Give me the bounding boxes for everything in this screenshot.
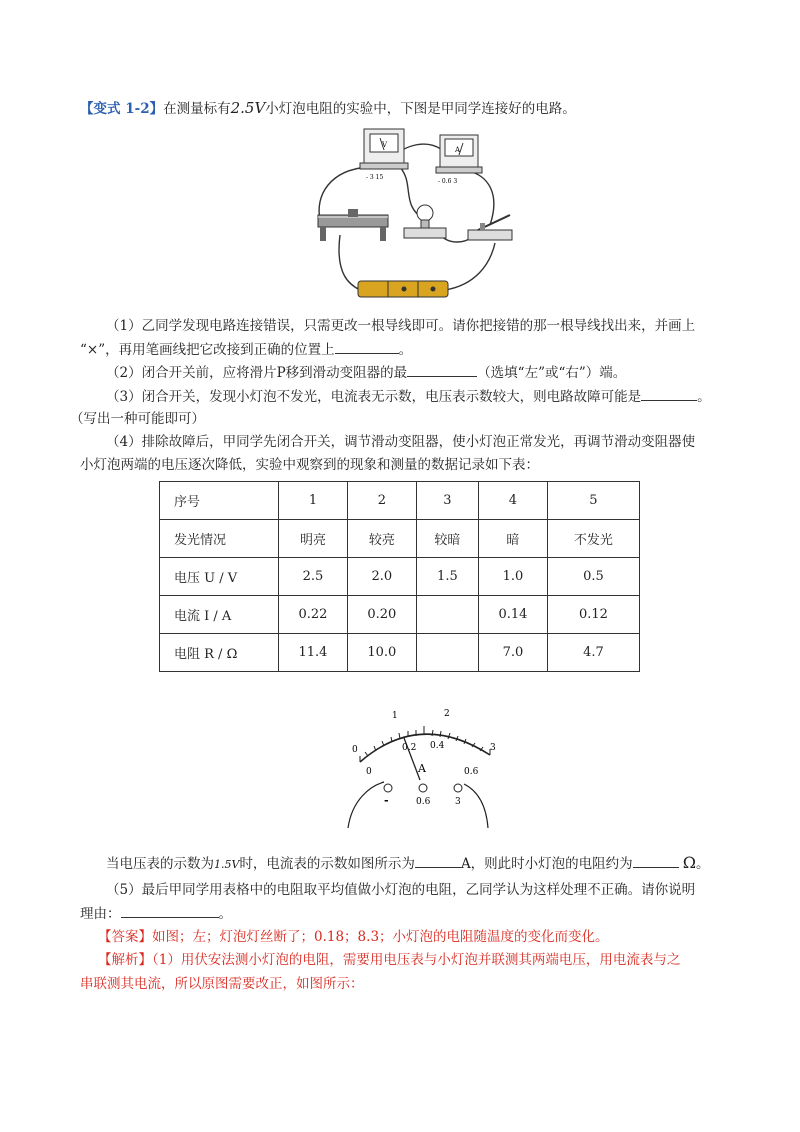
q1-line2 bbox=[0, 339, 800, 360]
outer-scale-1: 1 bbox=[392, 711, 398, 721]
table-cell: 较亮 bbox=[347, 520, 416, 558]
q2-text-b: （选填“左”或“右”）端。 bbox=[477, 365, 627, 381]
q5-blank[interactable] bbox=[121, 903, 219, 918]
q4-line2: 小灯泡两端的电压逐次降低，实验中观察到的现象和测量的数据记录如下表： bbox=[80, 457, 539, 473]
table-cell: 电流 I / A bbox=[160, 596, 279, 634]
q2-text-a: （2）闭合开关前，应将滑片P移到滑动变阻器的最 bbox=[106, 365, 408, 381]
q5-text: 理由： bbox=[80, 906, 121, 922]
voltmeter-letter: V bbox=[382, 141, 388, 149]
voltmeter bbox=[360, 129, 408, 181]
table-cell: 0.14 bbox=[478, 596, 547, 634]
ammeter-letter: A bbox=[455, 146, 461, 154]
table-cell: 序号 bbox=[160, 482, 279, 520]
heading-text-before: 在测量标有 bbox=[163, 101, 231, 117]
data-table bbox=[159, 481, 640, 672]
q2-blank[interactable] bbox=[407, 362, 477, 377]
terminal-0.6: 0.6 bbox=[416, 797, 431, 807]
q1-line1: （1）乙同学发现电路连接错误，只需更改一根导线即可。请你把接错的那一根导线找出来，并画上 bbox=[106, 318, 696, 334]
ohm-symbol: Ω bbox=[682, 853, 696, 872]
table-cell bbox=[416, 596, 478, 634]
table-row bbox=[160, 558, 640, 596]
table-cell: 1.5 bbox=[416, 558, 478, 596]
answer-tag: 【答案】 bbox=[98, 929, 152, 945]
table-cell: 不发光 bbox=[547, 520, 639, 558]
switch bbox=[468, 215, 512, 240]
table-cell: 发光情况 bbox=[160, 520, 279, 558]
lamp bbox=[404, 205, 446, 238]
table-cell: 电阻 R / Ω bbox=[160, 634, 279, 672]
analysis-line1 bbox=[0, 950, 800, 970]
table-cell: 2.0 bbox=[347, 558, 416, 596]
table-cell: 1.0 bbox=[478, 558, 547, 596]
voltmeter-terminals: - 3 15 bbox=[366, 174, 384, 181]
q2-line bbox=[0, 362, 800, 383]
q5-line2 bbox=[0, 903, 800, 924]
table-cell: 0.22 bbox=[279, 596, 348, 634]
ammeter bbox=[436, 135, 482, 185]
table-row bbox=[160, 482, 640, 520]
inner-scale-0.4: 0.4 bbox=[430, 741, 445, 751]
reading-text-c: A，则此时小灯泡的电阻约为 bbox=[460, 856, 633, 872]
rheostat bbox=[318, 209, 388, 241]
heading-line bbox=[0, 98, 800, 119]
heading-text-after: 小灯泡电阻的实验中，下图是甲同学连接好的电路。 bbox=[265, 101, 576, 117]
heading-tag: 【变式 1-2】 bbox=[80, 101, 164, 117]
inner-scale-0.6: 0.6 bbox=[464, 767, 479, 777]
table-cell: 10.0 bbox=[347, 634, 416, 672]
table-cell: 较暗 bbox=[416, 520, 478, 558]
rating-value: 2.5V bbox=[230, 99, 266, 117]
answer-text: 如图；左；灯泡灯丝断了；0.18；8.3；小灯泡的电阻随温度的变化而变化。 bbox=[152, 929, 609, 945]
table-cell: 0.20 bbox=[347, 596, 416, 634]
ammeter-terminals: - 0.6 3 bbox=[438, 178, 458, 185]
table-row bbox=[160, 634, 640, 672]
reading-current-blank[interactable] bbox=[415, 853, 461, 868]
table-cell: 4 bbox=[478, 482, 547, 520]
ammeter-dial bbox=[330, 700, 510, 835]
table-cell: 3 bbox=[416, 482, 478, 520]
table-cell: 5 bbox=[547, 482, 639, 520]
outer-scale-2: 2 bbox=[444, 709, 450, 719]
table-cell: 1 bbox=[279, 482, 348, 520]
meter-unit: A bbox=[418, 762, 426, 775]
inner-scale-0: 0 bbox=[366, 767, 372, 777]
q3-line1 bbox=[0, 386, 800, 407]
q4-line1: （4）排除故障后，甲同学先闭合开关，调节滑动变阻器，使小灯泡正常发光，再调节滑动变阻器使 bbox=[106, 434, 696, 450]
q3-line2: （写出一种可能即可） bbox=[70, 411, 205, 427]
answer-line bbox=[0, 927, 800, 947]
reading-text-b: 时，电流表的示数如图所示为 bbox=[239, 856, 415, 872]
table-cell: 7.0 bbox=[478, 634, 547, 672]
reading-text-a: 当电压表的示数为 bbox=[106, 856, 214, 872]
q1-end: 。 bbox=[398, 342, 413, 358]
q1-blank[interactable] bbox=[335, 339, 399, 354]
battery-pack bbox=[358, 281, 448, 297]
analysis-tag: 【解析】 bbox=[98, 952, 152, 968]
outer-scale-0: 0 bbox=[352, 745, 358, 755]
table-cell: 0.5 bbox=[547, 558, 639, 596]
analysis-text-1: （1）用伏安法测小灯泡的电阻，需要用电压表与小灯泡并联测其两端电压，用电流表与之 bbox=[152, 952, 681, 968]
table-cell: 2 bbox=[347, 482, 416, 520]
outer-scale-3: 3 bbox=[490, 743, 496, 753]
reading-resistance-blank[interactable] bbox=[633, 853, 679, 868]
circuit-diagram bbox=[300, 125, 530, 305]
table-cell: 0.12 bbox=[547, 596, 639, 634]
q3-blank[interactable] bbox=[641, 386, 697, 401]
q1-text: “×”，再用笔画线把它改接到正确的位置上 bbox=[80, 342, 335, 358]
table-cell: 11.4 bbox=[279, 634, 348, 672]
terminal-neg: - bbox=[384, 794, 389, 807]
q3-end: 。 bbox=[697, 389, 711, 405]
reading-volt: 1.5V bbox=[214, 858, 240, 871]
table-cell: 暗 bbox=[478, 520, 547, 558]
table-row bbox=[160, 596, 640, 634]
table-row bbox=[160, 520, 640, 558]
analysis-line2: 串联测其电流，所以原图需要改正，如图所示： bbox=[80, 976, 364, 992]
reading-end: 。 bbox=[695, 856, 710, 872]
table-cell: 明亮 bbox=[279, 520, 348, 558]
reading-line bbox=[0, 853, 800, 875]
table-cell bbox=[416, 634, 478, 672]
table-cell: 2.5 bbox=[279, 558, 348, 596]
table-cell: 4.7 bbox=[547, 634, 639, 672]
q3-text-a: （3）闭合开关，发现小灯泡不发光，电流表无示数，电压表示数较大，则电路故障可能是 bbox=[106, 389, 642, 405]
terminal-3: 3 bbox=[455, 797, 461, 807]
inner-scale-0.2: 0.2 bbox=[402, 743, 417, 753]
q5-line1: （5）最后甲同学用表格中的电阻取平均值做小灯泡的电阻，乙同学认为这样处理不正确。请你说明 bbox=[106, 882, 696, 898]
table-cell: 电压 U / V bbox=[160, 558, 279, 596]
q5-end: 。 bbox=[218, 906, 232, 922]
